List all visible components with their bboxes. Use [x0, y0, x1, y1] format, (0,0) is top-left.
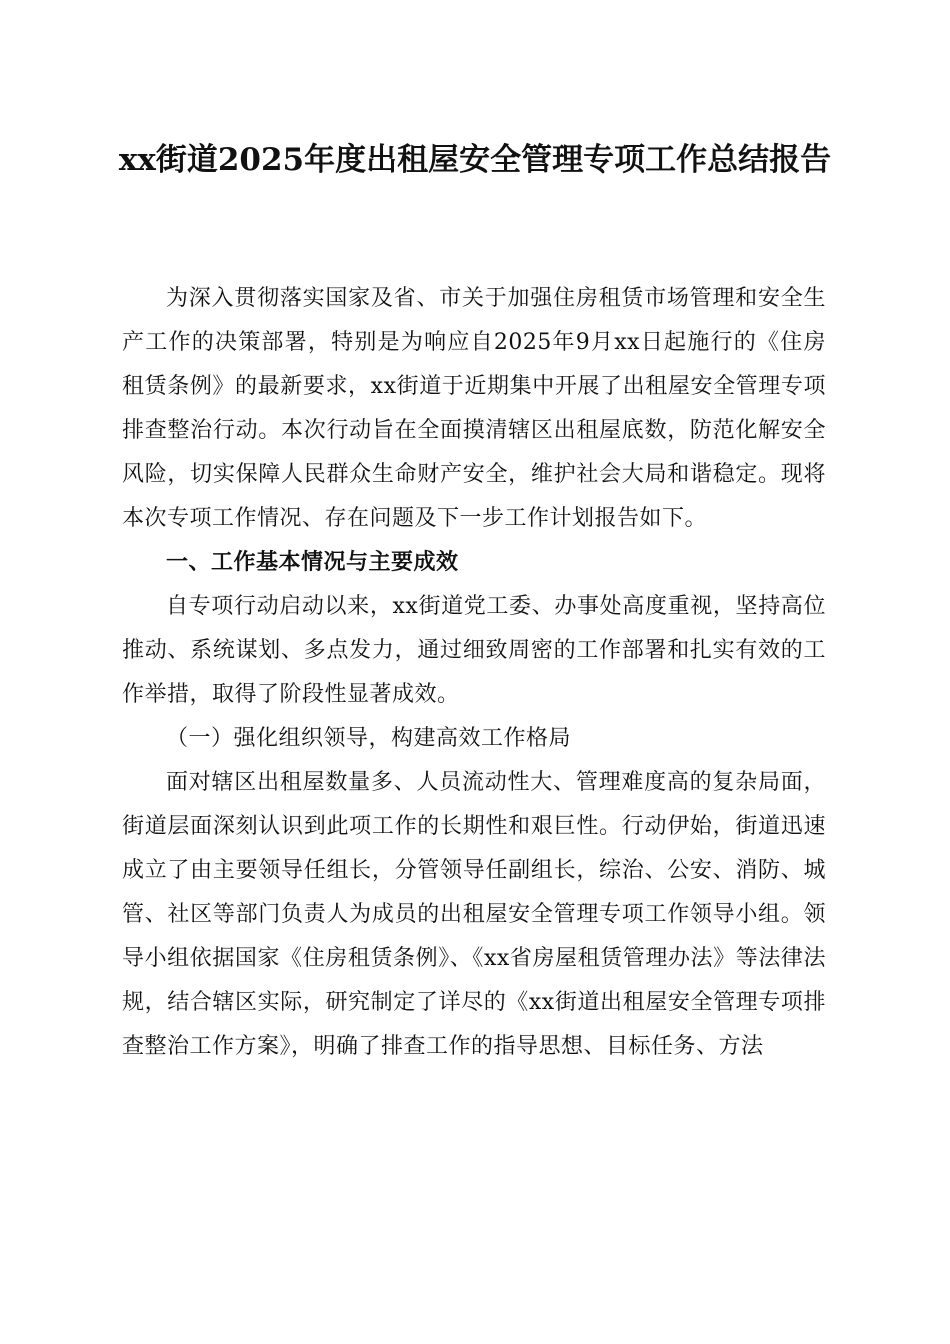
- subsection-1-paragraph: 面对辖区出租屋数量多、人员流动性大、管理难度高的复杂局面，街道层面深刻认识到此项工作的长期性和艰巨性。行动伊始，街道迅速成立了由主要领导任组长，分管领导任副组长，综治、公安、消防、城管、社区等部门负责人为成员的出租屋安全管理专项工作领导小组。领导小组依据国家《住房租赁条例》、《xx省房屋租赁管理办法》等法律法规，结合辖区实际，研究制定了详尽的《xx街道出租屋安全管理专项排查整治工作方案》，明确了排查工作的指导思想、目标任务、方法: [122, 770, 826, 1059]
- document-body: [122, 277, 826, 1069]
- document-title: xx街道2025年度出租屋安全管理专项工作总结报告: [118, 142, 832, 178]
- section-1-paragraph: 自专项行动启动以来，xx街道党工委、办事处高度重视，坚持高位推动、系统谋划、多点发力，通过细致周密的工作部署和扎实有效的工作举措，取得了阶段性显著成效。: [122, 594, 826, 707]
- subsection-1-heading: （一）强化组织领导，构建高效工作格局: [166, 726, 572, 751]
- section-1-heading: 一、工作基本情况与主要成效: [166, 550, 459, 575]
- intro-paragraph: 为深入贯彻落实国家及省、市关于加强住房租赁市场管理和安全生产工作的决策部署，特别是为响应自2025年9月xx日起施行的《住房租赁条例》的最新要求，xx街道于近期集中开展了出租屋安全管理专项排查整治行动。本次行动旨在全面摸清辖区出租屋底数，防范化解安全风险，切实保障人民群众生命财产安全，维护社会大局和谐稳定。现将本次专项工作情况、存在问题及下一步工作计划报告如下。: [122, 286, 826, 531]
